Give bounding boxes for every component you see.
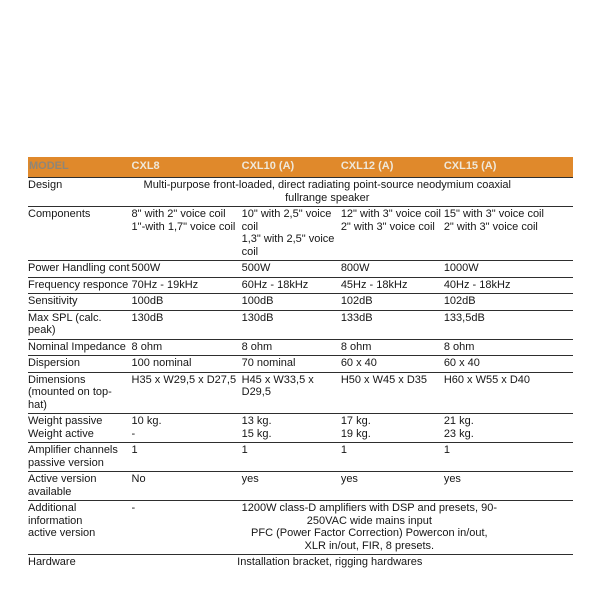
row-max-spl: [28, 310, 573, 339]
row-label: [28, 372, 132, 414]
row-label-line: (mounted on top-hat): [28, 386, 112, 411]
value-cell: [242, 207, 341, 261]
row-label-line: passive version: [28, 456, 104, 469]
value-cell: [341, 414, 444, 443]
value-line: 1,3" with 2,5" voice coil: [241, 233, 335, 258]
value-line: 13 kg.: [241, 415, 272, 427]
row-label-line: active version: [28, 527, 96, 539]
value-line: 10 kg.: [131, 415, 162, 427]
value-cell: yes: [443, 473, 461, 485]
row-label: [28, 414, 132, 443]
value-line: 23 kg.: [443, 427, 474, 440]
row-frequency-response: [28, 277, 573, 294]
value-line: 21 kg.: [443, 415, 474, 427]
value-line: 19 kg.: [340, 427, 371, 440]
value-cell: No: [131, 473, 146, 485]
value-line: 15" with 3" voice coil: [443, 208, 544, 220]
row-power-handling: [28, 261, 573, 278]
row-label-line: Additional information: [28, 502, 83, 527]
value-cell: 70Hz - 19kHz: [131, 278, 199, 291]
value-cell: [341, 207, 444, 261]
value-cell: H50 x W45 x D35: [340, 373, 428, 386]
value-cell: [132, 414, 242, 443]
value-cell: 500W: [131, 262, 161, 274]
row-label-line: Weight passive: [28, 415, 103, 427]
value-cell: 1: [241, 444, 248, 456]
value-cell: 45Hz - 18kHz: [340, 278, 408, 291]
row-components: [28, 207, 573, 261]
value-cell: H45 x W33,5 x D29,5: [241, 373, 314, 398]
row-label-line: Weight active: [28, 427, 94, 440]
value-cell: 60 x 40: [340, 357, 377, 369]
value-cell: 102dB: [443, 295, 476, 307]
value-cell: 8 ohm: [443, 340, 475, 353]
value-line: 10" with 2,5" voice coil: [241, 208, 332, 233]
row-label: [28, 443, 132, 472]
value-cell: H60 x W55 x D40: [443, 373, 531, 386]
row-label: Dispersion: [28, 357, 80, 369]
value-cell: 1000W: [443, 262, 479, 274]
value-cell: yes: [340, 473, 358, 485]
value-cell: 1: [443, 444, 450, 456]
column-header-cxl8: CXL8: [131, 160, 160, 172]
value-cell: 60Hz - 18kHz: [241, 278, 309, 291]
value-line: 1200W class-D amplifiers with DSP and presets, 90-250VAC wide mains input: [241, 502, 497, 527]
value-line: 2" with 3" voice coil: [443, 220, 538, 233]
value-cell: 8 ohm: [340, 340, 372, 353]
value-cell: 130dB: [241, 311, 274, 324]
value-cell: 800W: [340, 262, 370, 274]
row-label: Power Handling cont: [28, 262, 130, 274]
row-design: [28, 178, 573, 207]
spec-table: [28, 157, 573, 571]
column-header-cxl15: CXL15 (A): [443, 160, 497, 172]
row-hardware: [28, 555, 573, 571]
value-cell: 500W: [241, 262, 271, 274]
value-cell: 130dB: [131, 311, 164, 324]
row-dimensions: [28, 372, 573, 414]
value-line: 17 kg.: [340, 415, 371, 427]
value-cell: 8 ohm: [241, 340, 273, 353]
value-cell: [444, 414, 573, 443]
row-label: Components: [28, 208, 91, 220]
row-active-version-available: [28, 472, 573, 501]
value-cell: [132, 207, 242, 261]
value-cell: 102dB: [340, 295, 373, 307]
value-cell: [444, 207, 573, 261]
additional-info-shared-cell: [242, 501, 573, 555]
row-label: [28, 501, 132, 555]
value-cell: 133dB: [340, 311, 373, 324]
column-header-cxl12: CXL12 (A): [340, 160, 394, 172]
value-cell: 70 nominal: [241, 357, 296, 369]
row-sensitivity: [28, 294, 573, 311]
value-cell: 100 nominal: [131, 357, 192, 369]
row-label: Sensitivity: [28, 295, 78, 307]
row-label: Active version available: [28, 473, 97, 498]
row-dispersion: [28, 356, 573, 373]
value-line: 2" with 3" voice coil: [340, 220, 435, 233]
value-cell: 1: [340, 444, 347, 456]
table-header-row: [28, 157, 573, 178]
value-line: PFC (Power Factor Correction) Powercon in/out, XLR in/out, FIR, 8 presets.: [251, 527, 488, 552]
value-line: -: [131, 427, 136, 440]
value-cell: 8 ohm: [131, 340, 163, 353]
value-line: 12" with 3" voice coil: [340, 208, 441, 220]
row-nominal-impedance: [28, 339, 573, 356]
value-cell: [242, 414, 341, 443]
design-value: Multi-purpose front-loaded, direct radiating point-source neodymium coaxial fullrange speaker: [143, 179, 511, 204]
value-line: 1"-with 1,7" voice coil: [131, 220, 236, 233]
value-cell: 60 x 40: [443, 357, 480, 369]
hardware-value: Installation bracket, rigging hardwares: [237, 556, 423, 568]
column-header-cxl10: CXL10 (A): [241, 160, 295, 172]
model-header-cell: MODEL: [29, 160, 69, 172]
row-label: Design: [28, 179, 63, 191]
value-cell: H35 x W29,5 x D27,5: [131, 373, 237, 386]
row-label: Max SPL (calc. peak): [28, 311, 102, 336]
value-cell: 1: [131, 444, 138, 456]
row-label: Hardware: [28, 556, 76, 568]
value-line: 15 kg.: [241, 427, 272, 440]
value-cell: 100dB: [241, 295, 274, 307]
row-additional-information: [28, 501, 573, 555]
value-line: 8" with 2" voice coil: [131, 208, 226, 220]
row-label-line: Dimensions: [28, 373, 86, 386]
row-label-line: Amplifier channels: [28, 444, 118, 456]
row-amplifier-channels: [28, 443, 573, 472]
row-weight: [28, 414, 573, 443]
row-label: Frequency responce: [28, 278, 129, 291]
value-cell: 40Hz - 18kHz: [443, 278, 511, 291]
row-label: Nominal Impedance: [28, 340, 126, 353]
value-cell: 100dB: [131, 295, 164, 307]
value-cell: -: [131, 502, 136, 514]
value-cell: 133,5dB: [443, 311, 485, 324]
value-cell: yes: [241, 473, 259, 485]
